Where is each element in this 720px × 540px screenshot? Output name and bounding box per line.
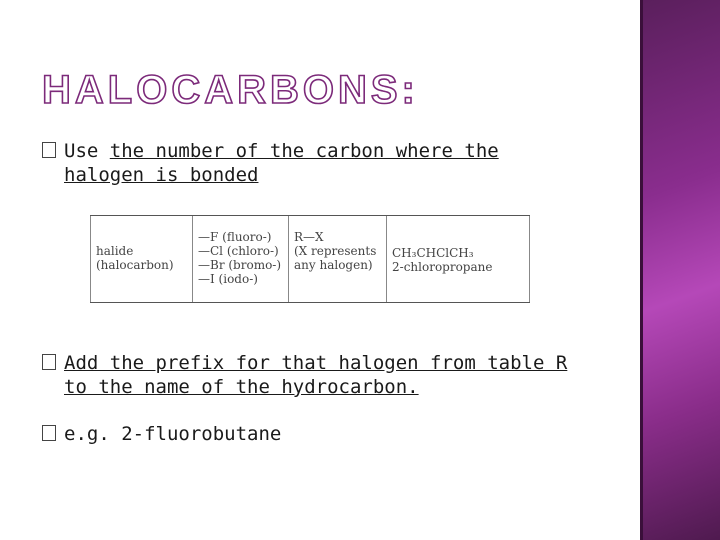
bullet-2 — [42, 351, 612, 399]
decorative-side-panel — [640, 0, 720, 540]
bullet-box-icon — [42, 354, 56, 370]
bullet-1 — [42, 139, 602, 187]
bullet-3 — [42, 422, 442, 446]
bullet-1-line1: the number of the carbon where the — [109, 140, 499, 162]
bullet-1-lead: Use — [64, 140, 110, 162]
bullet-2-line1: Add the prefix for that halogen from table R — [64, 352, 568, 374]
bullet-box-icon — [42, 425, 56, 441]
table-col-prefixes: —F (fluoro-) —Cl (chloro-) —Br (bromo-) —I (iodo-) — [192, 216, 288, 302]
bullet-box-icon — [42, 142, 56, 158]
bullet-3-text: e.g. 2-fluorobutane — [64, 423, 282, 445]
table-col-example: CH₃CHClCH₃ 2-chloropropane — [386, 216, 530, 302]
table-col-formula: R—X (X represents any halogen) — [288, 216, 386, 302]
bullet-2-line2: to the name of the hydrocarbon. — [64, 376, 419, 398]
slide-title: HALOCARBONS: — [42, 68, 419, 112]
table-col-halide: halide (halocarbon) — [90, 216, 192, 302]
halide-table — [90, 215, 530, 303]
bullet-1-line2: halogen is bonded — [64, 164, 259, 186]
